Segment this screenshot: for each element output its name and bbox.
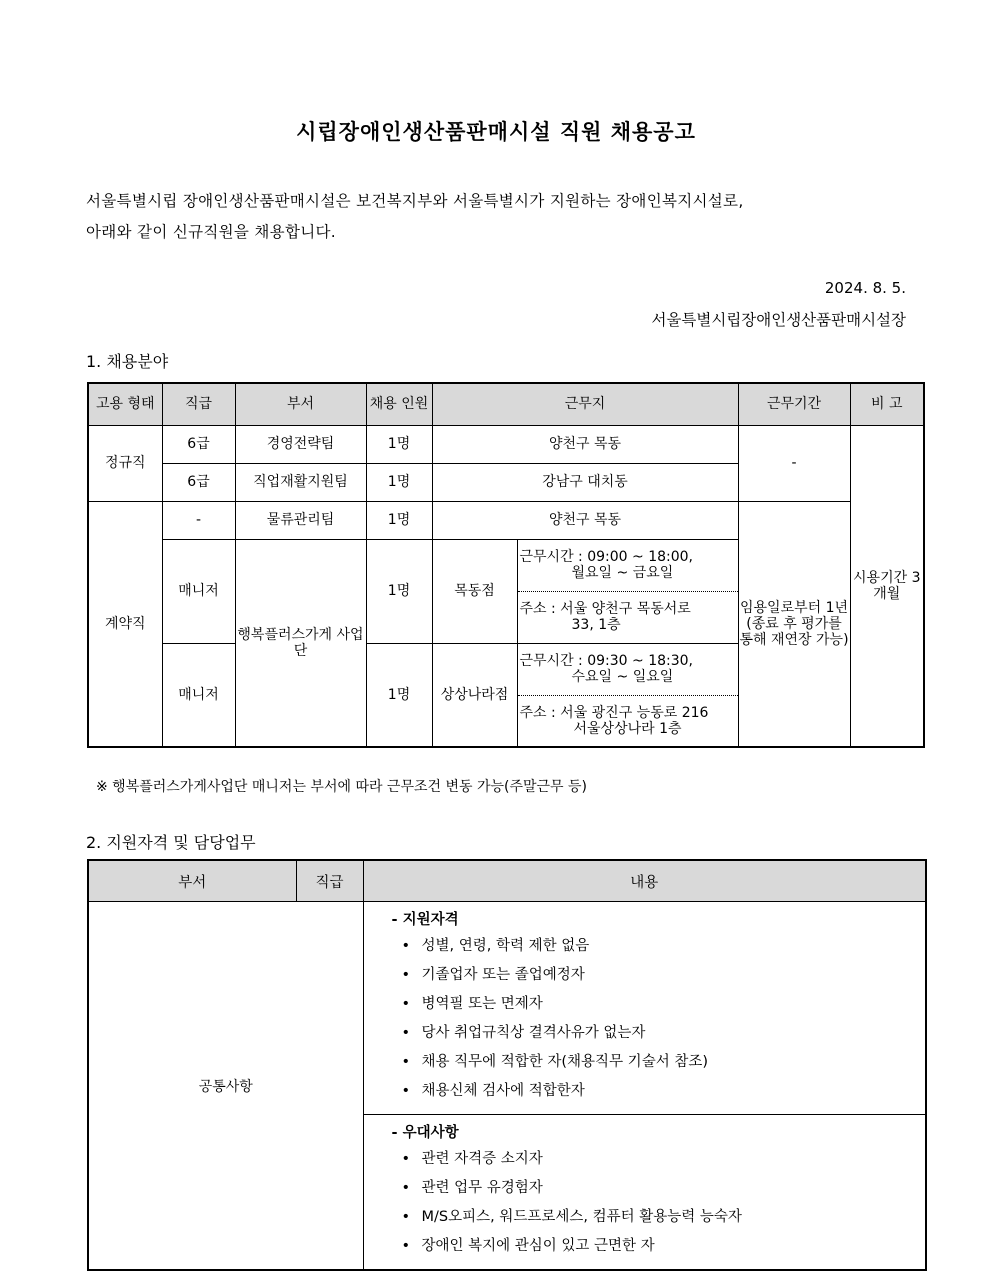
table-row: [88, 902, 926, 1115]
department-cell-shared: 행복플러스가게 사업단: [235, 539, 366, 747]
list-item: • 병역필 또는 면제자: [402, 992, 926, 1013]
header-department: 부서: [235, 383, 366, 425]
remarks-cell: 시용기간 3개월: [850, 425, 924, 747]
table-header-row: [88, 860, 926, 902]
grade-cell: 매니저: [162, 539, 235, 643]
employment-type-contract: 계약직: [88, 501, 162, 747]
workplace-cell: 양천구 목동: [432, 425, 738, 463]
work-hours-cell: [517, 643, 738, 695]
address-line-2: 33, 1층: [571, 617, 621, 633]
list-item: • 관련 업무 유경험자: [402, 1176, 926, 1197]
store-cell: 목동점: [432, 539, 517, 643]
address-cell: [517, 591, 738, 643]
work-days-line: 수요일 ~ 일요일: [571, 669, 674, 685]
page-title: 시립장애인생산품판매시설 직원 채용공고: [296, 120, 696, 144]
address-line: 주소 : 서울 광진구 능동로 216: [519, 704, 709, 721]
employment-type-regular: 정규직: [88, 425, 162, 501]
work-hours-line: 근무시간 : 09:00 ~ 18:00,: [519, 549, 693, 565]
list-item: • 장애인 복지에 관심이 있고 근면한 자: [402, 1234, 926, 1255]
header-grade: 직급: [162, 383, 235, 425]
headcount-cell: 1명: [366, 501, 432, 539]
header-work-period: 근무기간: [738, 383, 850, 425]
work-period-regular: -: [738, 425, 850, 501]
list-item: • 성별, 연령, 학력 제한 없음: [402, 934, 926, 955]
list-item: • 당사 취업규칙상 결격사유가 없는자: [402, 1021, 926, 1042]
work-period-contract: 임용일로부터 1년 (종료 후 평가를 통해 재연장 가능): [738, 501, 850, 747]
issuing-organization: 서울특별시립장애인생산품판매시설장: [651, 311, 906, 329]
list-item: • 채용 직무에 적합한 자(채용직무 기술서 참조): [402, 1050, 926, 1071]
headcount-cell: 1명: [366, 643, 432, 747]
headcount-cell: 1명: [366, 425, 432, 463]
header-department: 부서: [88, 860, 296, 902]
qualification-title: - 지원자격: [391, 912, 459, 928]
table-header-row: [88, 383, 924, 425]
grade-cell: 6급: [162, 463, 235, 501]
table-row: [88, 501, 924, 539]
list-item: • M/S오피스, 워드프로세스, 컴퓨터 활용능력 능숙자: [402, 1205, 926, 1226]
address-line-2: 서울상상나라 1층: [573, 720, 682, 737]
department-cell: 물류관리팀: [235, 501, 366, 539]
list-item: • 기졸업자 또는 졸업예정자: [402, 963, 926, 984]
header-headcount: 채용 인원: [366, 383, 432, 425]
address-line: 주소 : 서울 양천구 목동서로: [519, 601, 691, 617]
recruitment-fields-table: [87, 382, 925, 748]
store-cell: 상상나라점: [432, 643, 517, 747]
intro-paragraph: [86, 186, 916, 248]
table-row: [88, 425, 924, 463]
work-hours-cell: [517, 539, 738, 591]
work-hours-line: 근무시간 : 09:30 ~ 18:30,: [519, 653, 693, 669]
header-workplace: 근무지: [432, 383, 738, 425]
section-1-heading: 1. 채용분야: [86, 352, 169, 371]
work-days-line: 월요일 ~ 금요일: [571, 565, 674, 581]
section-2-heading: 2. 지원자격 및 담당업무: [86, 833, 256, 852]
header-remarks: 비 고: [850, 383, 924, 425]
intro-line-2: 아래와 같이 신규직원을 채용합니다.: [86, 223, 337, 241]
table-footnote: ※ 행복플러스가게사업단 매니저는 부서에 따라 근무조건 변동 가능(주말근무 등): [96, 779, 588, 795]
header-employment-type: 고용 형태: [88, 383, 162, 425]
grade-cell: 6급: [162, 425, 235, 463]
qualification-cell: [363, 902, 926, 1115]
header-grade: 직급: [296, 860, 363, 902]
list-item: • 관련 자격증 소지자: [402, 1147, 926, 1168]
department-cell: 경영전략팀: [235, 425, 366, 463]
headcount-cell: 1명: [366, 539, 432, 643]
workplace-cell: 양천구 목동: [432, 501, 738, 539]
qualifications-table: [87, 859, 927, 1271]
headcount-cell: 1명: [366, 463, 432, 501]
grade-cell: -: [162, 501, 235, 539]
department-cell: 직업재활지원팀: [235, 463, 366, 501]
intro-line-1: 서울특별시립 장애인생산품판매시설은 보건복지부와 서울특별시가 지원하는 장애인복지시설로,: [86, 192, 744, 210]
preference-title: - 우대사항: [391, 1125, 459, 1141]
address-cell: [517, 695, 738, 747]
common-label-cell: 공통사항: [88, 902, 363, 1271]
preference-cell: [363, 1115, 926, 1271]
header-content: 내용: [363, 860, 926, 902]
list-item: • 채용신체 검사에 적합한자: [402, 1079, 926, 1100]
workplace-cell: 강남구 대치동: [432, 463, 738, 501]
grade-cell: 매니저: [162, 643, 235, 747]
announcement-date: 2024. 8. 5.: [824, 279, 906, 297]
